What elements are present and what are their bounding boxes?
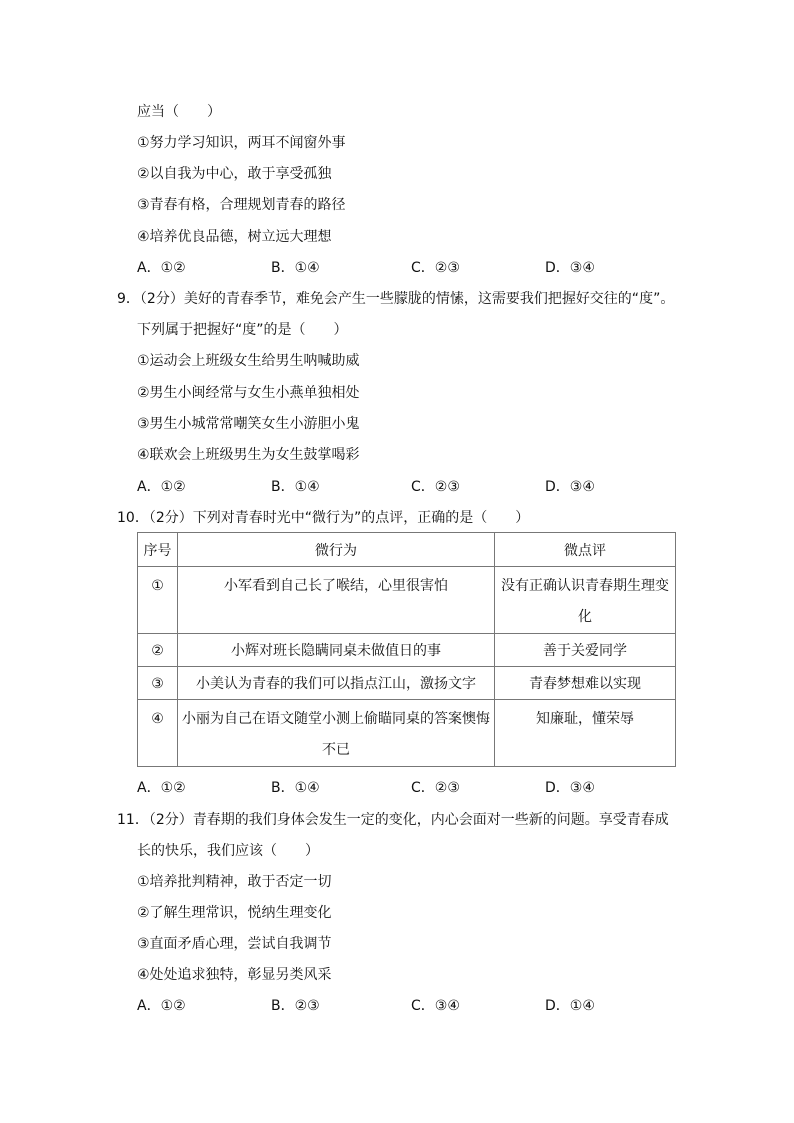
q9-stem-line-2: 下列属于把握好“度”的是（ ） (137, 322, 348, 338)
table-cell: ③ (138, 667, 178, 700)
q9-option-d[interactable]: D．③④ (545, 479, 595, 495)
q10-option-b[interactable]: B．①④ (271, 780, 320, 796)
q9-item-3: ③男生小城常常嘲笑女生小游胆小鬼 (137, 416, 360, 432)
q9-option-a[interactable]: A．①② (137, 479, 186, 495)
table-row (138, 667, 676, 700)
q10-option-c[interactable]: C．②③ (411, 780, 460, 796)
q8-stem-end: 应当（ ） (137, 104, 221, 120)
q9-item-4: ④联欢会上班级男生为女生鼓掌喝彩 (137, 447, 360, 463)
q9-options (137, 477, 697, 497)
table-cell: ② (138, 634, 178, 667)
q8-option-c[interactable]: C．②③ (411, 260, 460, 276)
q8-option-b[interactable]: B．①④ (271, 260, 320, 276)
q9-stem-line-1: 9．（2分）美好的青春季节，难免会产生一些朦胧的情愫，这需要我们把握好交往的“度”。 (117, 291, 675, 307)
q10-option-a[interactable]: A．①② (137, 780, 186, 796)
table-cell: 善于关爱同学 (495, 634, 676, 667)
q10-stem: 10．（2分）下列对青春时光中“微行为”的点评，正确的是（ ） (117, 510, 530, 526)
q11-options (137, 996, 697, 1016)
q9-option-b[interactable]: B．①④ (271, 479, 320, 495)
table-cell: ④ (138, 700, 178, 767)
q11-item-3: ③直面矛盾心理，尝试自我调节 (137, 936, 332, 952)
q10-option-d[interactable]: D．③④ (545, 780, 595, 796)
table-header-row (138, 533, 676, 567)
table-cell: 小丽为自己在语文随堂小测上偷瞄同桌的答案懊悔不已 (178, 700, 495, 767)
q11-option-d[interactable]: D．①④ (545, 998, 595, 1014)
table-row (138, 567, 676, 634)
q8-item-3: ③青春有格，合理规划青春的路径 (137, 197, 346, 213)
q9-item-2: ②男生小闽经常与女生小燕单独相处 (137, 385, 360, 401)
q11-stem-line-2: 长的快乐，我们应该（ ） (137, 843, 319, 859)
q8-item-1: ①努力学习知识，两耳不闻窗外事 (137, 135, 346, 151)
q9-item-1: ①运动会上班级女生给男生呐喊助威 (137, 353, 360, 369)
table-cell: ① (138, 567, 178, 634)
table-cell: 青春梦想难以实现 (495, 667, 676, 700)
q8-option-d[interactable]: D．③④ (545, 260, 595, 276)
q8-options (137, 258, 697, 278)
q11-item-4: ④处处追求独特，彰显另类风采 (137, 967, 332, 983)
table-cell: 小辉对班长隐瞒同桌未做值日的事 (178, 634, 495, 667)
q11-option-c[interactable]: C．③④ (411, 998, 460, 1014)
q8-option-a[interactable]: A．①② (137, 260, 186, 276)
table-cell: 小军看到自己长了喉结，心里很害怕 (178, 567, 495, 634)
q8-item-2: ②以自我为中心，敢于享受孤独 (137, 166, 332, 182)
table-cell: 小美认为青春的我们可以指点江山，激扬文字 (178, 667, 495, 700)
table-row (138, 700, 676, 767)
q10-options (137, 778, 697, 798)
q8-item-4: ④培养优良品德，树立远大理想 (137, 229, 332, 245)
q11-option-b[interactable]: B．②③ (271, 998, 320, 1014)
q11-item-1: ①培养批判精神，敢于否定一切 (137, 874, 332, 890)
q11-option-a[interactable]: A．①② (137, 998, 186, 1014)
table-header-cell: 微点评 (495, 533, 676, 567)
q11-item-2: ②了解生理常识，悦纳生理变化 (137, 905, 332, 921)
q10-table (137, 532, 676, 767)
q11-stem-line-1: 11．（2分）青春期的我们身体会发生一定的变化，内心会面对一些新的问题。享受青春成 (117, 812, 669, 828)
table-header-cell: 微行为 (178, 533, 495, 567)
table-cell: 没有正确认识青春期生理变化 (495, 567, 676, 634)
table-header-cell: 序号 (138, 533, 178, 567)
q9-option-c[interactable]: C．②③ (411, 479, 460, 495)
table-row (138, 634, 676, 667)
table-cell: 知廉耻，懂荣辱 (495, 700, 676, 767)
